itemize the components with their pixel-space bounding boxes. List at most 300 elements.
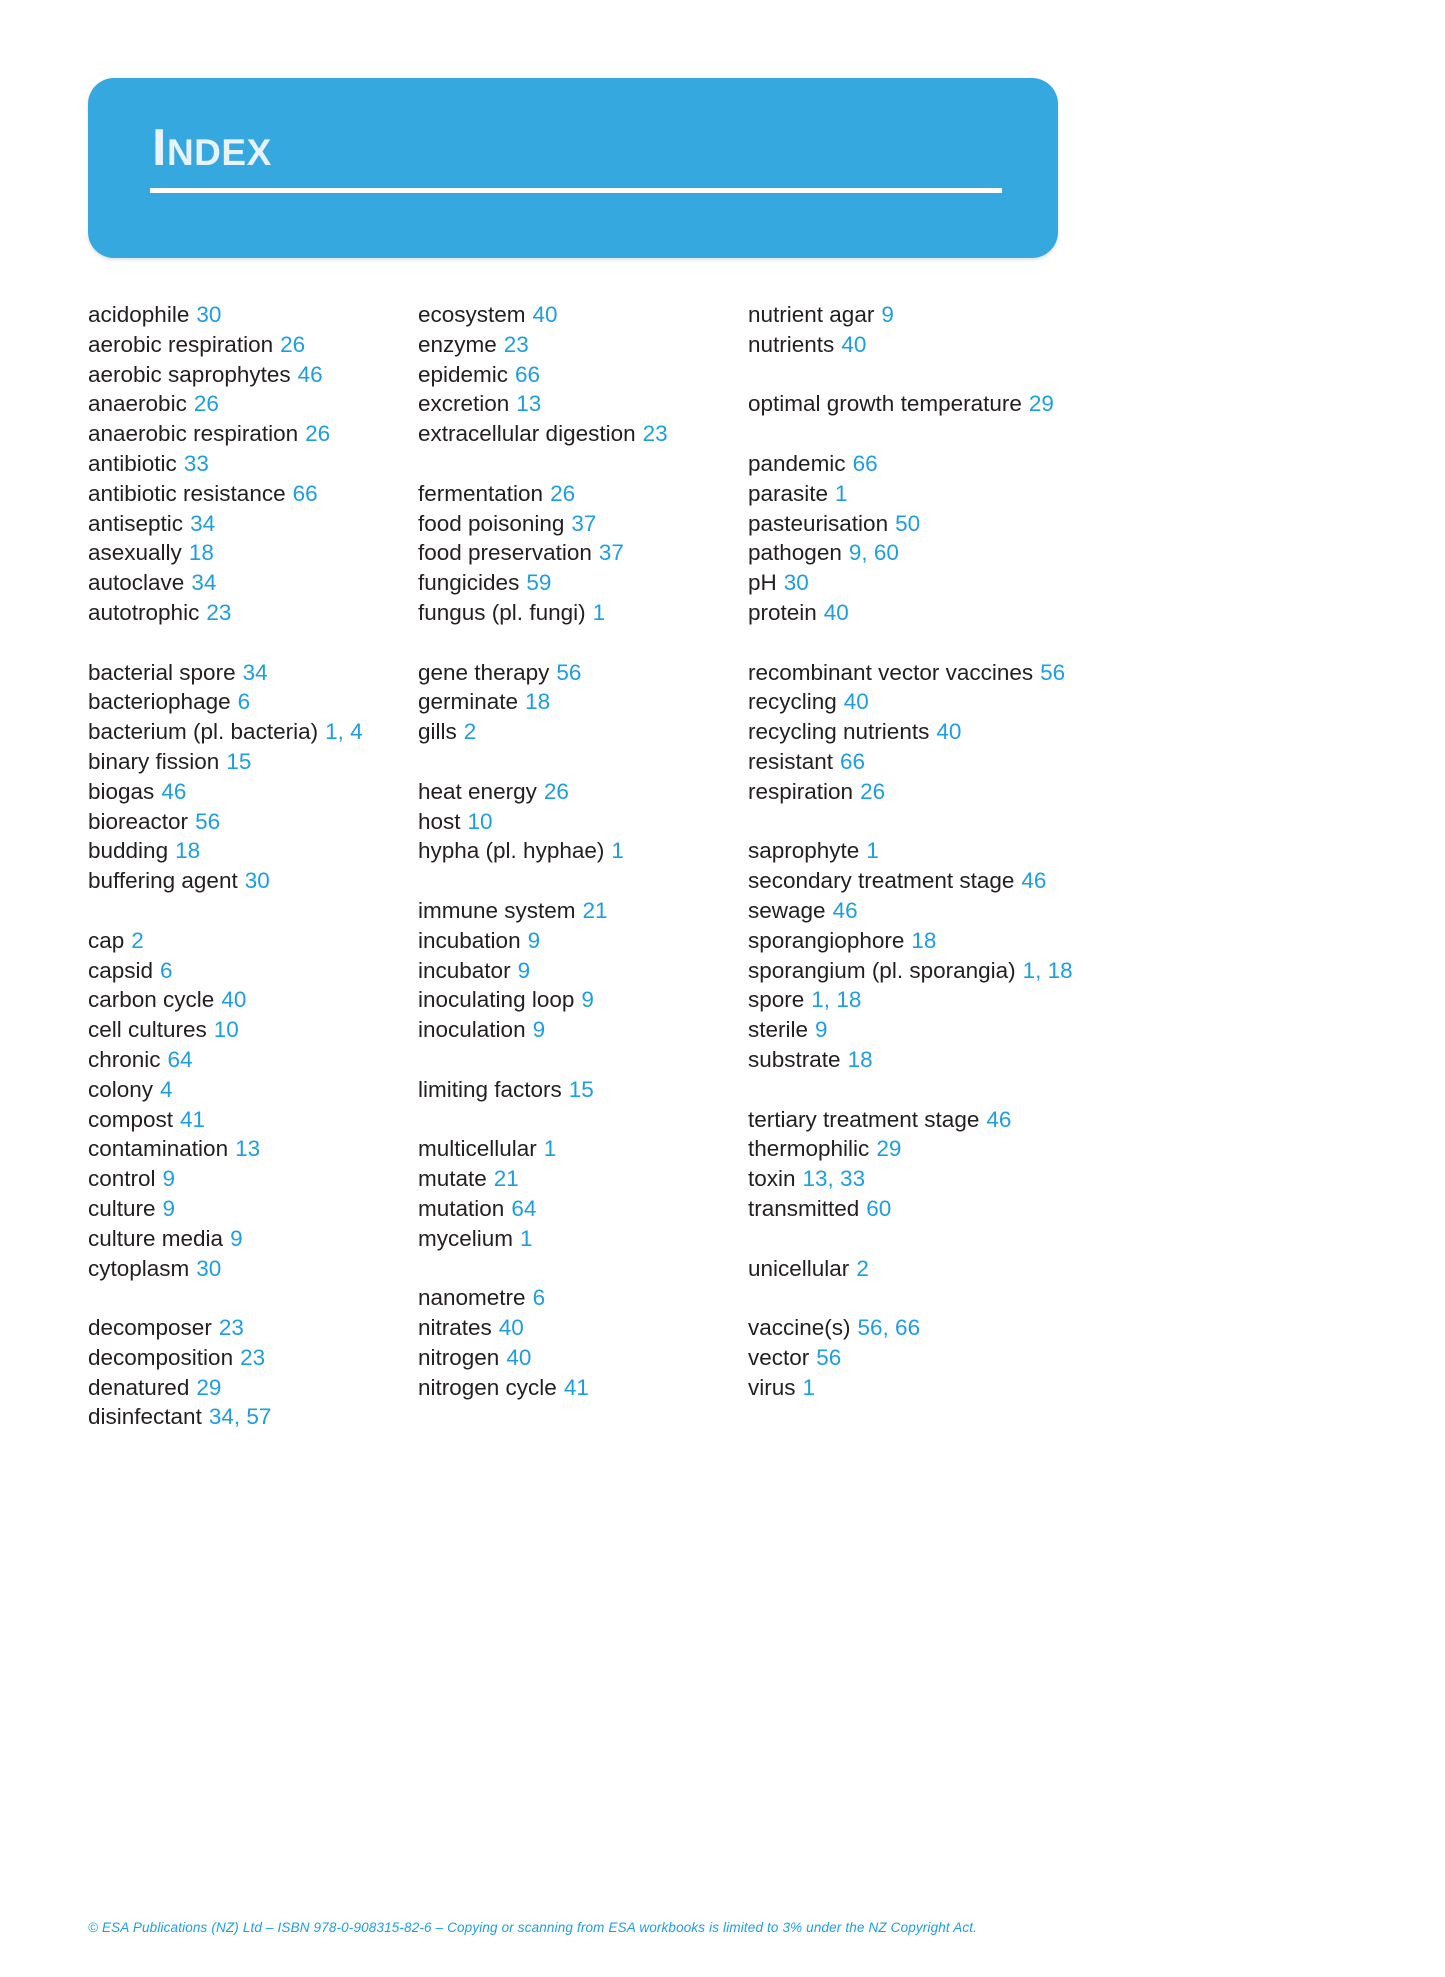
index-entry	[418, 687, 748, 717]
index-column-3	[748, 300, 1078, 1402]
index-entry-term: cap	[88, 927, 125, 953]
index-entry	[88, 1313, 418, 1343]
index-entry-pages[interactable]: 66	[292, 480, 318, 506]
index-entry	[748, 1194, 1078, 1224]
index-entry-pages[interactable]: 2	[463, 719, 477, 745]
index-entry-pages[interactable]: 1	[835, 480, 848, 506]
index-entry-pages[interactable]: 40	[506, 1344, 532, 1370]
index-entry	[88, 1373, 418, 1403]
index-entry-pages[interactable]: 66	[515, 361, 541, 387]
index-entry	[748, 1254, 1078, 1284]
index-entry-term: incubation	[418, 927, 521, 953]
index-entry-term: contamination	[88, 1136, 229, 1162]
index-entry-term: gills	[418, 719, 457, 745]
index-entry-pages[interactable]: 21	[582, 897, 608, 923]
index-entry	[418, 1194, 748, 1224]
index-entry-term: buffering agent	[88, 868, 238, 894]
index-entry-pages[interactable]: 66	[840, 748, 866, 774]
index-entry-pages[interactable]: 64	[511, 1195, 537, 1221]
index-entry-term: budding	[88, 838, 169, 864]
index-entry	[88, 598, 418, 628]
index-entry-pages[interactable]: 1	[866, 838, 879, 864]
index-group-gap	[748, 807, 1078, 837]
index-entry-pages[interactable]: 40	[841, 331, 867, 357]
index-entry-term: fungicides	[418, 570, 520, 596]
index-entry-pages[interactable]: 50	[895, 510, 921, 536]
index-entry	[748, 479, 1078, 509]
index-entry-term: biogas	[88, 778, 155, 804]
index-entry-pages[interactable]: 40	[843, 689, 869, 715]
index-entry	[88, 509, 418, 539]
index-entry	[88, 300, 418, 330]
index-entry	[748, 836, 1078, 866]
index-entry	[88, 1134, 418, 1164]
index-columns-container	[88, 300, 1088, 1432]
index-entry-term: recycling nutrients	[748, 719, 930, 745]
index-entry-term: parasite	[748, 480, 829, 506]
index-entry-pages[interactable]: 23	[206, 599, 232, 625]
index-group-gap	[88, 1283, 418, 1313]
index-entry	[418, 538, 748, 568]
index-entry-pages[interactable]: 1	[520, 1225, 533, 1251]
index-entry	[88, 568, 418, 598]
index-entry-pages[interactable]: 26	[860, 778, 886, 804]
index-entry	[88, 658, 418, 688]
index-entry-term: fungus (pl. fungi)	[418, 599, 586, 625]
index-entry	[88, 1045, 418, 1075]
index-entry-pages[interactable]: 18	[188, 540, 214, 566]
index-group-gap	[748, 360, 1078, 390]
index-entry	[88, 1224, 418, 1254]
index-entry	[418, 419, 748, 449]
index-entry-pages[interactable]: 29	[876, 1136, 902, 1162]
index-entry-pages[interactable]: 56	[1040, 659, 1066, 685]
index-group-gap	[748, 419, 1078, 449]
index-entry	[88, 1254, 418, 1284]
index-entry-term: pasteurisation	[748, 510, 889, 536]
index-entry	[748, 1045, 1078, 1075]
index-entry	[88, 807, 418, 837]
index-entry	[748, 1373, 1078, 1403]
index-entry-pages[interactable]: 64	[167, 1046, 193, 1072]
index-entry	[418, 1075, 748, 1105]
index-entry-term: food poisoning	[418, 510, 565, 536]
index-entry-pages[interactable]: 6	[160, 957, 173, 983]
index-entry	[418, 896, 748, 926]
index-entry-pages[interactable]: 66	[852, 450, 878, 476]
index-entry-pages[interactable]: 13	[235, 1136, 261, 1162]
index-entry-pages[interactable]: 23	[503, 331, 529, 357]
index-group-gap	[88, 896, 418, 926]
index-entry-term: asexually	[88, 540, 182, 566]
index-entry-term: toxin	[748, 1166, 796, 1192]
index-group-gap	[748, 1224, 1078, 1254]
index-entry-pages[interactable]: 56	[556, 659, 582, 685]
index-entry	[88, 687, 418, 717]
index-entry-pages[interactable]: 41	[563, 1374, 589, 1400]
index-entry-term: decomposition	[88, 1344, 234, 1370]
index-entry-pages[interactable]: 1	[543, 1136, 557, 1162]
index-entry-term: bacterium (pl. bacteria)	[88, 719, 319, 745]
index-entry-pages[interactable]: 46	[832, 897, 858, 923]
index-entry-pages[interactable]: 9	[815, 1017, 828, 1043]
index-group-gap	[418, 1254, 748, 1284]
index-entry	[418, 1164, 748, 1194]
index-entry-term: culture media	[88, 1225, 224, 1251]
index-entry-pages[interactable]: 10	[467, 808, 493, 834]
index-entry-pages[interactable]: 9	[162, 1195, 176, 1221]
index-entry	[88, 717, 418, 747]
index-entry-term: aerobic respiration	[88, 331, 274, 357]
index-entry-term: tertiary treatment stage	[748, 1106, 980, 1132]
index-entry-pages[interactable]: 13, 33	[802, 1166, 866, 1192]
index-entry-pages[interactable]: 21	[493, 1166, 519, 1192]
index-entry-term: recombinant vector vaccines	[748, 659, 1034, 685]
index-entry-pages[interactable]: 9, 60	[848, 540, 899, 566]
index-entry-term: anaerobic respiration	[88, 421, 299, 447]
index-entry-term: mutation	[418, 1195, 505, 1221]
index-entry	[418, 1134, 748, 1164]
index-entry-term: resistant	[748, 748, 834, 774]
index-entry	[418, 807, 748, 837]
index-entry-term: nitrogen cycle	[418, 1374, 557, 1400]
index-entry-pages[interactable]: 15	[568, 1076, 594, 1102]
page-title-initial: I	[152, 119, 167, 177]
index-entry-pages[interactable]: 1, 4	[325, 719, 363, 745]
index-entry-term: control	[88, 1166, 156, 1192]
index-entry-term: optimal growth temperature	[748, 391, 1022, 417]
index-entry-term: inoculating loop	[418, 987, 575, 1013]
index-entry	[88, 866, 418, 896]
index-entry-term: bacterial spore	[88, 659, 236, 685]
index-entry	[748, 538, 1078, 568]
index-entry-pages[interactable]: 41	[180, 1106, 206, 1132]
index-entry	[418, 956, 748, 986]
index-entry-term: host	[418, 808, 461, 834]
index-entry-term: compost	[88, 1106, 174, 1132]
index-entry-term: respiration	[748, 778, 854, 804]
page-title-rest: NDEX	[166, 132, 272, 173]
index-entry-pages[interactable]: 34	[242, 659, 268, 685]
index-entry-term: gene therapy	[418, 659, 550, 685]
index-entry	[418, 598, 748, 628]
index-entry-pages[interactable]: 23	[642, 421, 668, 447]
index-entry-term: ecosystem	[418, 302, 526, 327]
index-entry-term: culture	[88, 1195, 156, 1221]
index-entry-term: decomposer	[88, 1315, 212, 1341]
index-entry	[88, 360, 418, 390]
index-group-gap	[418, 449, 748, 479]
index-entry	[88, 419, 418, 449]
index-entry-pages[interactable]: 40	[221, 987, 247, 1013]
index-entry	[748, 896, 1078, 926]
index-entry-pages[interactable]: 1	[802, 1374, 816, 1400]
index-entry	[88, 389, 418, 419]
index-entry	[418, 479, 748, 509]
index-entry-pages[interactable]: 26	[193, 391, 219, 417]
index-entry-term: aerobic saprophytes	[88, 361, 291, 387]
index-entry	[88, 836, 418, 866]
index-entry	[88, 956, 418, 986]
index-group-gap	[418, 747, 748, 777]
index-entry-pages[interactable]: 2	[131, 927, 144, 953]
index-entry-term: autoclave	[88, 570, 185, 596]
index-entry-pages[interactable]: 15	[226, 748, 252, 774]
header-divider-rule	[150, 188, 1002, 193]
index-group-gap	[418, 628, 748, 658]
index-entry-term: immune system	[418, 897, 576, 923]
index-entry-pages[interactable]: 30	[244, 868, 270, 894]
index-entry-term: spore	[748, 987, 805, 1013]
index-entry	[88, 926, 418, 956]
index-entry-pages[interactable]: 26	[305, 421, 331, 447]
index-entry	[748, 1313, 1078, 1343]
index-entry-pages[interactable]: 29	[196, 1374, 222, 1400]
index-entry-term: chronic	[88, 1046, 161, 1072]
index-entry	[748, 777, 1078, 807]
index-entry-term: vaccine(s)	[748, 1315, 851, 1341]
index-entry-pages[interactable]: 46	[297, 361, 323, 387]
index-entry-term: acidophile	[88, 302, 190, 327]
index-entry-term: antibiotic resistance	[88, 480, 286, 506]
index-entry-term: hypha (pl. hyphae)	[418, 838, 605, 864]
index-entry-term: pH	[748, 570, 777, 596]
index-entry-term: bioreactor	[88, 808, 189, 834]
index-entry-term: antiseptic	[88, 510, 184, 536]
index-entry	[748, 1343, 1078, 1373]
index-entry-term: anaerobic	[88, 391, 187, 417]
index-entry-term: nitrates	[418, 1315, 492, 1341]
index-entry-term: germinate	[418, 689, 519, 715]
index-entry	[748, 985, 1078, 1015]
index-entry-term: pandemic	[748, 450, 846, 476]
index-entry	[88, 479, 418, 509]
index-entry	[748, 687, 1078, 717]
index-entry	[748, 300, 1078, 330]
index-entry	[418, 330, 748, 360]
index-entry-pages[interactable]: 56, 66	[857, 1315, 921, 1341]
index-group-gap	[88, 628, 418, 658]
index-entry-term: nutrients	[748, 331, 835, 357]
index-entry	[748, 658, 1078, 688]
index-entry-pages[interactable]: 37	[598, 540, 624, 566]
index-entry-pages[interactable]: 33	[183, 450, 209, 476]
index-entry-pages[interactable]: 56	[816, 1344, 842, 1370]
index-entry	[88, 449, 418, 479]
index-entry-term: enzyme	[418, 331, 497, 357]
index-entry	[418, 1283, 748, 1313]
index-entry-pages[interactable]: 26	[550, 480, 576, 506]
index-entry-pages[interactable]: 9	[527, 927, 541, 953]
index-entry	[88, 1402, 418, 1432]
index-entry	[748, 598, 1078, 628]
index-group-gap	[748, 1075, 1078, 1105]
index-entry-term: excretion	[418, 391, 510, 417]
index-entry-pages[interactable]: 59	[526, 570, 552, 596]
index-entry	[418, 1373, 748, 1403]
index-entry	[418, 1224, 748, 1254]
index-entry-pages[interactable]: 2	[856, 1255, 869, 1281]
index-entry-pages[interactable]: 9	[581, 987, 594, 1013]
index-entry	[418, 1313, 748, 1343]
index-entry-pages[interactable]: 23	[240, 1344, 266, 1370]
page-footer	[88, 1920, 1358, 1935]
index-entry-pages[interactable]: 37	[571, 510, 597, 536]
copyright-notice: © ESA Publications (NZ) Ltd – ISBN 978-0-908315-82-6 – Copying or scanning from ESA workbooks is limited to 3% under the NZ Copyright Act.	[88, 1920, 978, 1935]
index-entry-term: limiting factors	[418, 1076, 562, 1102]
index-entry-pages[interactable]: 60	[866, 1195, 892, 1221]
index-entry	[88, 330, 418, 360]
index-entry-term: pathogen	[748, 540, 842, 566]
index-entry-pages[interactable]: 18	[847, 1046, 873, 1072]
index-entry	[418, 836, 748, 866]
index-entry-pages[interactable]: 46	[986, 1106, 1012, 1132]
index-group-gap	[418, 866, 748, 896]
index-entry-term: capsid	[88, 957, 154, 983]
index-entry	[748, 449, 1078, 479]
index-entry	[88, 777, 418, 807]
index-entry	[748, 717, 1078, 747]
index-entry-pages[interactable]: 30	[196, 1255, 222, 1281]
index-entry-pages[interactable]: 26	[280, 331, 306, 357]
index-entry	[418, 658, 748, 688]
index-entry	[748, 1164, 1078, 1194]
index-entry-term: mutate	[418, 1166, 487, 1192]
index-entry-pages[interactable]: 13	[516, 391, 542, 417]
index-entry-pages[interactable]: 1	[592, 599, 606, 625]
index-entry-term: nitrogen	[418, 1344, 500, 1370]
index-entry	[88, 1343, 418, 1373]
index-entry-pages[interactable]: 1, 18	[1022, 957, 1073, 983]
index-entry-term: secondary treatment stage	[748, 868, 1015, 894]
index-entry-term: incubator	[418, 957, 511, 983]
index-entry-term: substrate	[748, 1046, 841, 1072]
index-entry-term: sewage	[748, 897, 826, 923]
index-entry-term: saprophyte	[748, 838, 860, 864]
index-entry	[88, 1194, 418, 1224]
index-entry-pages[interactable]: 18	[175, 838, 201, 864]
index-entry	[418, 568, 748, 598]
index-entry	[748, 1105, 1078, 1135]
index-entry-pages[interactable]: 10	[213, 1017, 239, 1043]
index-entry	[748, 330, 1078, 360]
index-entry-pages[interactable]: 18	[911, 927, 937, 953]
index-entry-term: mycelium	[418, 1225, 514, 1251]
index-entry	[748, 956, 1078, 986]
index-entry	[418, 777, 748, 807]
index-entry-term: thermophilic	[748, 1136, 870, 1162]
index-entry-term: sterile	[748, 1017, 809, 1043]
index-entry-term: transmitted	[748, 1195, 860, 1221]
index-entry	[88, 1105, 418, 1135]
index-entry-pages[interactable]: 23	[218, 1315, 244, 1341]
index-entry	[88, 1075, 418, 1105]
index-entry-pages[interactable]: 1, 18	[811, 987, 862, 1013]
index-entry-pages[interactable]: 30	[783, 570, 809, 596]
index-entry-term: cytoplasm	[88, 1255, 190, 1281]
index-entry	[748, 1015, 1078, 1045]
index-entry-term: antibiotic	[88, 450, 177, 476]
index-group-gap	[418, 1105, 748, 1135]
index-entry-pages[interactable]: 34	[191, 570, 217, 596]
index-entry	[748, 926, 1078, 956]
index-entry	[88, 538, 418, 568]
index-entry-pages[interactable]: 40	[498, 1315, 524, 1341]
index-entry	[418, 717, 748, 747]
index-entry-pages[interactable]: 56	[195, 808, 221, 834]
index-entry-term: sporangium (pl. sporangia)	[748, 957, 1016, 983]
index-entry	[88, 1164, 418, 1194]
index-entry-term: recycling	[748, 689, 837, 715]
index-entry-pages[interactable]: 34	[190, 510, 216, 536]
index-entry-term: protein	[748, 599, 817, 625]
index-entry-term: extracellular digestion	[418, 421, 636, 447]
index-entry-term: denatured	[88, 1374, 190, 1400]
index-group-gap	[748, 1283, 1078, 1313]
index-entry-pages[interactable]: 1	[611, 838, 624, 864]
index-entry-pages[interactable]: 9	[532, 1017, 546, 1043]
index-entry-pages[interactable]: 46	[161, 778, 187, 804]
index-entry	[418, 509, 748, 539]
index-entry	[88, 1015, 418, 1045]
index-group-gap	[748, 628, 1078, 658]
index-entry-term: sporangiophore	[748, 927, 905, 953]
index-entry	[748, 509, 1078, 539]
index-entry-pages[interactable]: 4	[160, 1076, 173, 1102]
index-entry	[748, 1134, 1078, 1164]
index-entry-pages[interactable]: 9	[230, 1225, 243, 1251]
index-entry-term: colony	[88, 1076, 154, 1102]
index-entry-pages[interactable]: 9	[517, 957, 531, 983]
index-entry-term: multicellular	[418, 1136, 537, 1162]
index-entry-pages[interactable]: 9	[162, 1166, 176, 1192]
index-entry	[748, 389, 1078, 419]
index-entry-pages[interactable]: 40	[823, 599, 849, 625]
index-group-gap	[418, 1045, 748, 1075]
index-entry-term: unicellular	[748, 1255, 850, 1281]
index-entry-term: virus	[748, 1374, 796, 1400]
index-entry-pages[interactable]: 40	[936, 719, 962, 745]
index-entry	[418, 926, 748, 956]
index-entry-term: epidemic	[418, 361, 509, 387]
index-entry-term: heat energy	[418, 778, 537, 804]
page-header-banner	[88, 78, 1058, 258]
index-entry	[748, 866, 1078, 896]
index-entry-pages[interactable]: 6	[532, 1285, 546, 1311]
index-entry-pages[interactable]: 34, 57	[208, 1404, 272, 1430]
index-entry-term: disinfectant	[88, 1404, 202, 1430]
index-entry-pages[interactable]: 29	[1028, 391, 1054, 417]
index-entry	[418, 360, 748, 390]
index-entry-term: inoculation	[418, 1017, 526, 1043]
index-entry-pages[interactable]: 18	[525, 689, 551, 715]
index-entry-pages[interactable]: 6	[237, 689, 251, 715]
index-entry-pages[interactable]: 26	[543, 778, 569, 804]
index-entry-pages[interactable]: 40	[532, 302, 558, 327]
index-entry	[748, 747, 1078, 777]
index-entry-term: nanometre	[418, 1285, 526, 1311]
index-entry-pages[interactable]: 30	[196, 302, 222, 327]
index-entry	[748, 568, 1078, 598]
index-entry-term: bacteriophage	[88, 689, 231, 715]
index-entry	[418, 1343, 748, 1373]
index-entry-pages[interactable]: 9	[881, 302, 894, 327]
index-entry-term: autotrophic	[88, 599, 200, 625]
index-entry-pages[interactable]: 46	[1021, 868, 1047, 894]
index-entry-term: binary fission	[88, 748, 220, 774]
index-entry	[88, 985, 418, 1015]
index-entry-term: nutrient agar	[748, 302, 875, 327]
